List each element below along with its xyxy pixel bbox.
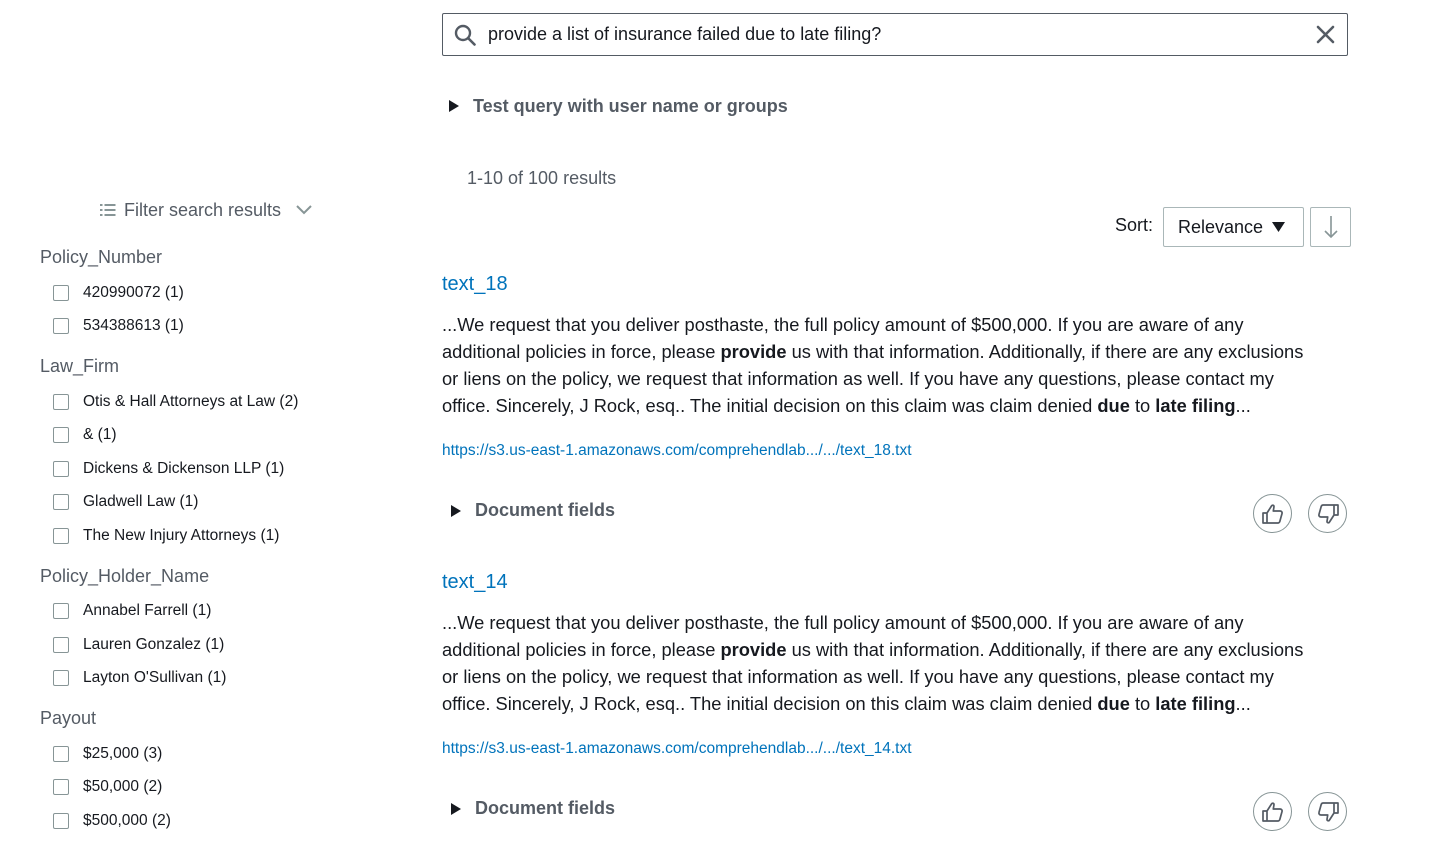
excerpt-text: to <box>1129 693 1156 714</box>
excerpt-text: ...We request that you deliver posthaste, the full policy amount of $500,000. If you are aware of any additional policies in force, please <box>442 612 1244 660</box>
filter-header-label: Filter search results <box>124 199 282 220</box>
sort-direction-button[interactable] <box>1310 207 1351 247</box>
excerpt-text: us with that information. Additionally, if there are any exclusions or liens on the policy, we request that information as well. If you have any questions, please contact my office. Sincerely, J Rock, esq.. The initial decision on this claim was claim denied <box>442 639 1304 714</box>
checkbox[interactable] <box>53 427 69 443</box>
checkbox[interactable] <box>53 494 69 510</box>
excerpt-highlight: late filing <box>1155 693 1236 714</box>
result-item <box>442 568 1352 818</box>
excerpt-highlight: provide <box>720 341 787 362</box>
document-fields-label: Document fields <box>475 798 616 818</box>
thumbs-down-button[interactable] <box>1308 494 1347 533</box>
facet-option[interactable] <box>40 771 420 805</box>
thumbs-up-button[interactable] <box>1253 792 1292 831</box>
thumbs-up-icon <box>1261 503 1285 525</box>
facet-title: Policy_Number <box>40 247 163 267</box>
facet-option-label: 420990072 (1) <box>83 283 184 301</box>
facet-option[interactable] <box>40 452 420 486</box>
checkbox[interactable] <box>53 813 69 829</box>
facet-option[interactable] <box>40 519 420 553</box>
checkbox[interactable] <box>53 461 69 477</box>
excerpt-text: ... <box>1235 693 1251 714</box>
test-query-expander[interactable] <box>448 92 788 120</box>
document-fields-expander[interactable] <box>450 798 615 819</box>
facet-option-label: & (1) <box>83 426 117 444</box>
facet-option-label: $500,000 (2) <box>83 811 171 829</box>
sort-selected-value: Relevance <box>1178 216 1264 237</box>
facet-option-label: The New Injury Attorneys (1) <box>83 526 280 544</box>
search-bar <box>442 13 1348 56</box>
document-fields-expander[interactable] <box>450 500 615 521</box>
facet-option[interactable] <box>40 385 420 419</box>
arrow-down-icon <box>1324 215 1338 239</box>
facet-payout <box>40 701 420 838</box>
result-item <box>442 270 1352 520</box>
facet-option[interactable] <box>40 804 420 838</box>
close-icon[interactable] <box>1316 25 1335 44</box>
sort-label: Sort: <box>1115 215 1154 235</box>
checkbox[interactable] <box>53 637 69 653</box>
caret-right-icon <box>448 99 460 113</box>
search-input[interactable] <box>486 23 1310 46</box>
facet-option[interactable] <box>40 737 420 771</box>
facet-option[interactable] <box>40 310 420 344</box>
excerpt-highlight: provide <box>720 639 787 660</box>
facet-title: Policy_Holder_Name <box>40 565 210 586</box>
test-query-label: Test query with user name or groups <box>473 95 788 116</box>
facet-option-label: Otis & Hall Attorneys at Law (2) <box>83 392 299 410</box>
facet-option-label: Lauren Gonzalez (1) <box>83 635 225 653</box>
facet-policy-holder-name <box>40 559 420 696</box>
checkbox[interactable] <box>53 318 69 334</box>
checkbox[interactable] <box>53 528 69 544</box>
chevron-down-icon <box>295 204 313 216</box>
caret-right-icon <box>450 802 462 816</box>
result-excerpt <box>442 311 1322 419</box>
facet-title: Law_Firm <box>40 356 120 376</box>
checkbox[interactable] <box>53 670 69 686</box>
excerpt-text: ... <box>1235 395 1251 416</box>
facet-option-label: Gladwell Law (1) <box>83 493 199 511</box>
excerpt-highlight: due <box>1097 693 1130 714</box>
excerpt-highlight: late filing <box>1155 395 1236 416</box>
facet-option[interactable] <box>40 628 420 662</box>
list-icon <box>100 203 116 217</box>
checkbox[interactable] <box>53 746 69 762</box>
thumbs-down-icon <box>1316 503 1340 525</box>
excerpt-text: to <box>1129 395 1156 416</box>
facet-option[interactable] <box>40 662 420 696</box>
checkbox[interactable] <box>53 285 69 301</box>
facet-option[interactable] <box>40 276 420 310</box>
facet-title: Payout <box>40 708 97 728</box>
facet-option-label: Layton O'Sullivan (1) <box>83 669 227 687</box>
excerpt-text: us with that information. Additionally, if there are any exclusions or liens on the policy, we request that information as well. If you have any questions, please contact my office. Sincerely, J Rock, esq.. The initial decision on this claim was claim denied <box>442 341 1304 416</box>
facet-option-label: Annabel Farrell (1) <box>83 602 212 620</box>
sort-select[interactable] <box>1163 207 1304 247</box>
facet-option[interactable] <box>40 595 420 629</box>
thumbs-down-icon <box>1316 801 1340 823</box>
result-title-link[interactable]: text_14 <box>442 571 508 593</box>
result-uri-link[interactable]: https://s3.us-east-1.amazonaws.com/comprehendlab.../.../text_18.txt <box>442 442 912 459</box>
caret-down-icon <box>1272 222 1285 232</box>
facet-policy-number <box>40 240 420 343</box>
results-count: 1-10 of 100 results <box>467 168 617 188</box>
thumbs-up-button[interactable] <box>1253 494 1292 533</box>
excerpt-highlight: due <box>1097 395 1130 416</box>
search-icon <box>454 24 476 46</box>
excerpt-text: ...We request that you deliver posthaste, the full policy amount of $500,000. If you are aware of any additional policies in force, please <box>442 314 1244 362</box>
result-excerpt <box>442 609 1322 717</box>
document-fields-label: Document fields <box>475 500 616 520</box>
result-uri-link[interactable]: https://s3.us-east-1.amazonaws.com/comprehendlab.../.../text_14.txt <box>442 740 912 757</box>
facet-list <box>40 240 420 838</box>
caret-right-icon <box>450 504 462 518</box>
facet-option-label: 534388613 (1) <box>83 317 184 335</box>
filter-header[interactable] <box>100 196 313 224</box>
thumbs-up-icon <box>1261 801 1285 823</box>
facet-option-label: Dickens & Dickenson LLP (1) <box>83 459 285 477</box>
checkbox[interactable] <box>53 394 69 410</box>
facet-option[interactable] <box>40 486 420 520</box>
checkbox[interactable] <box>53 603 69 619</box>
facet-option-label: $50,000 (2) <box>83 778 163 796</box>
thumbs-down-button[interactable] <box>1308 792 1347 831</box>
checkbox[interactable] <box>53 779 69 795</box>
facet-law-firm <box>40 349 420 553</box>
facet-option[interactable] <box>40 419 420 453</box>
result-title-link[interactable]: text_18 <box>442 273 508 295</box>
facet-option-label: $25,000 (3) <box>83 744 163 762</box>
